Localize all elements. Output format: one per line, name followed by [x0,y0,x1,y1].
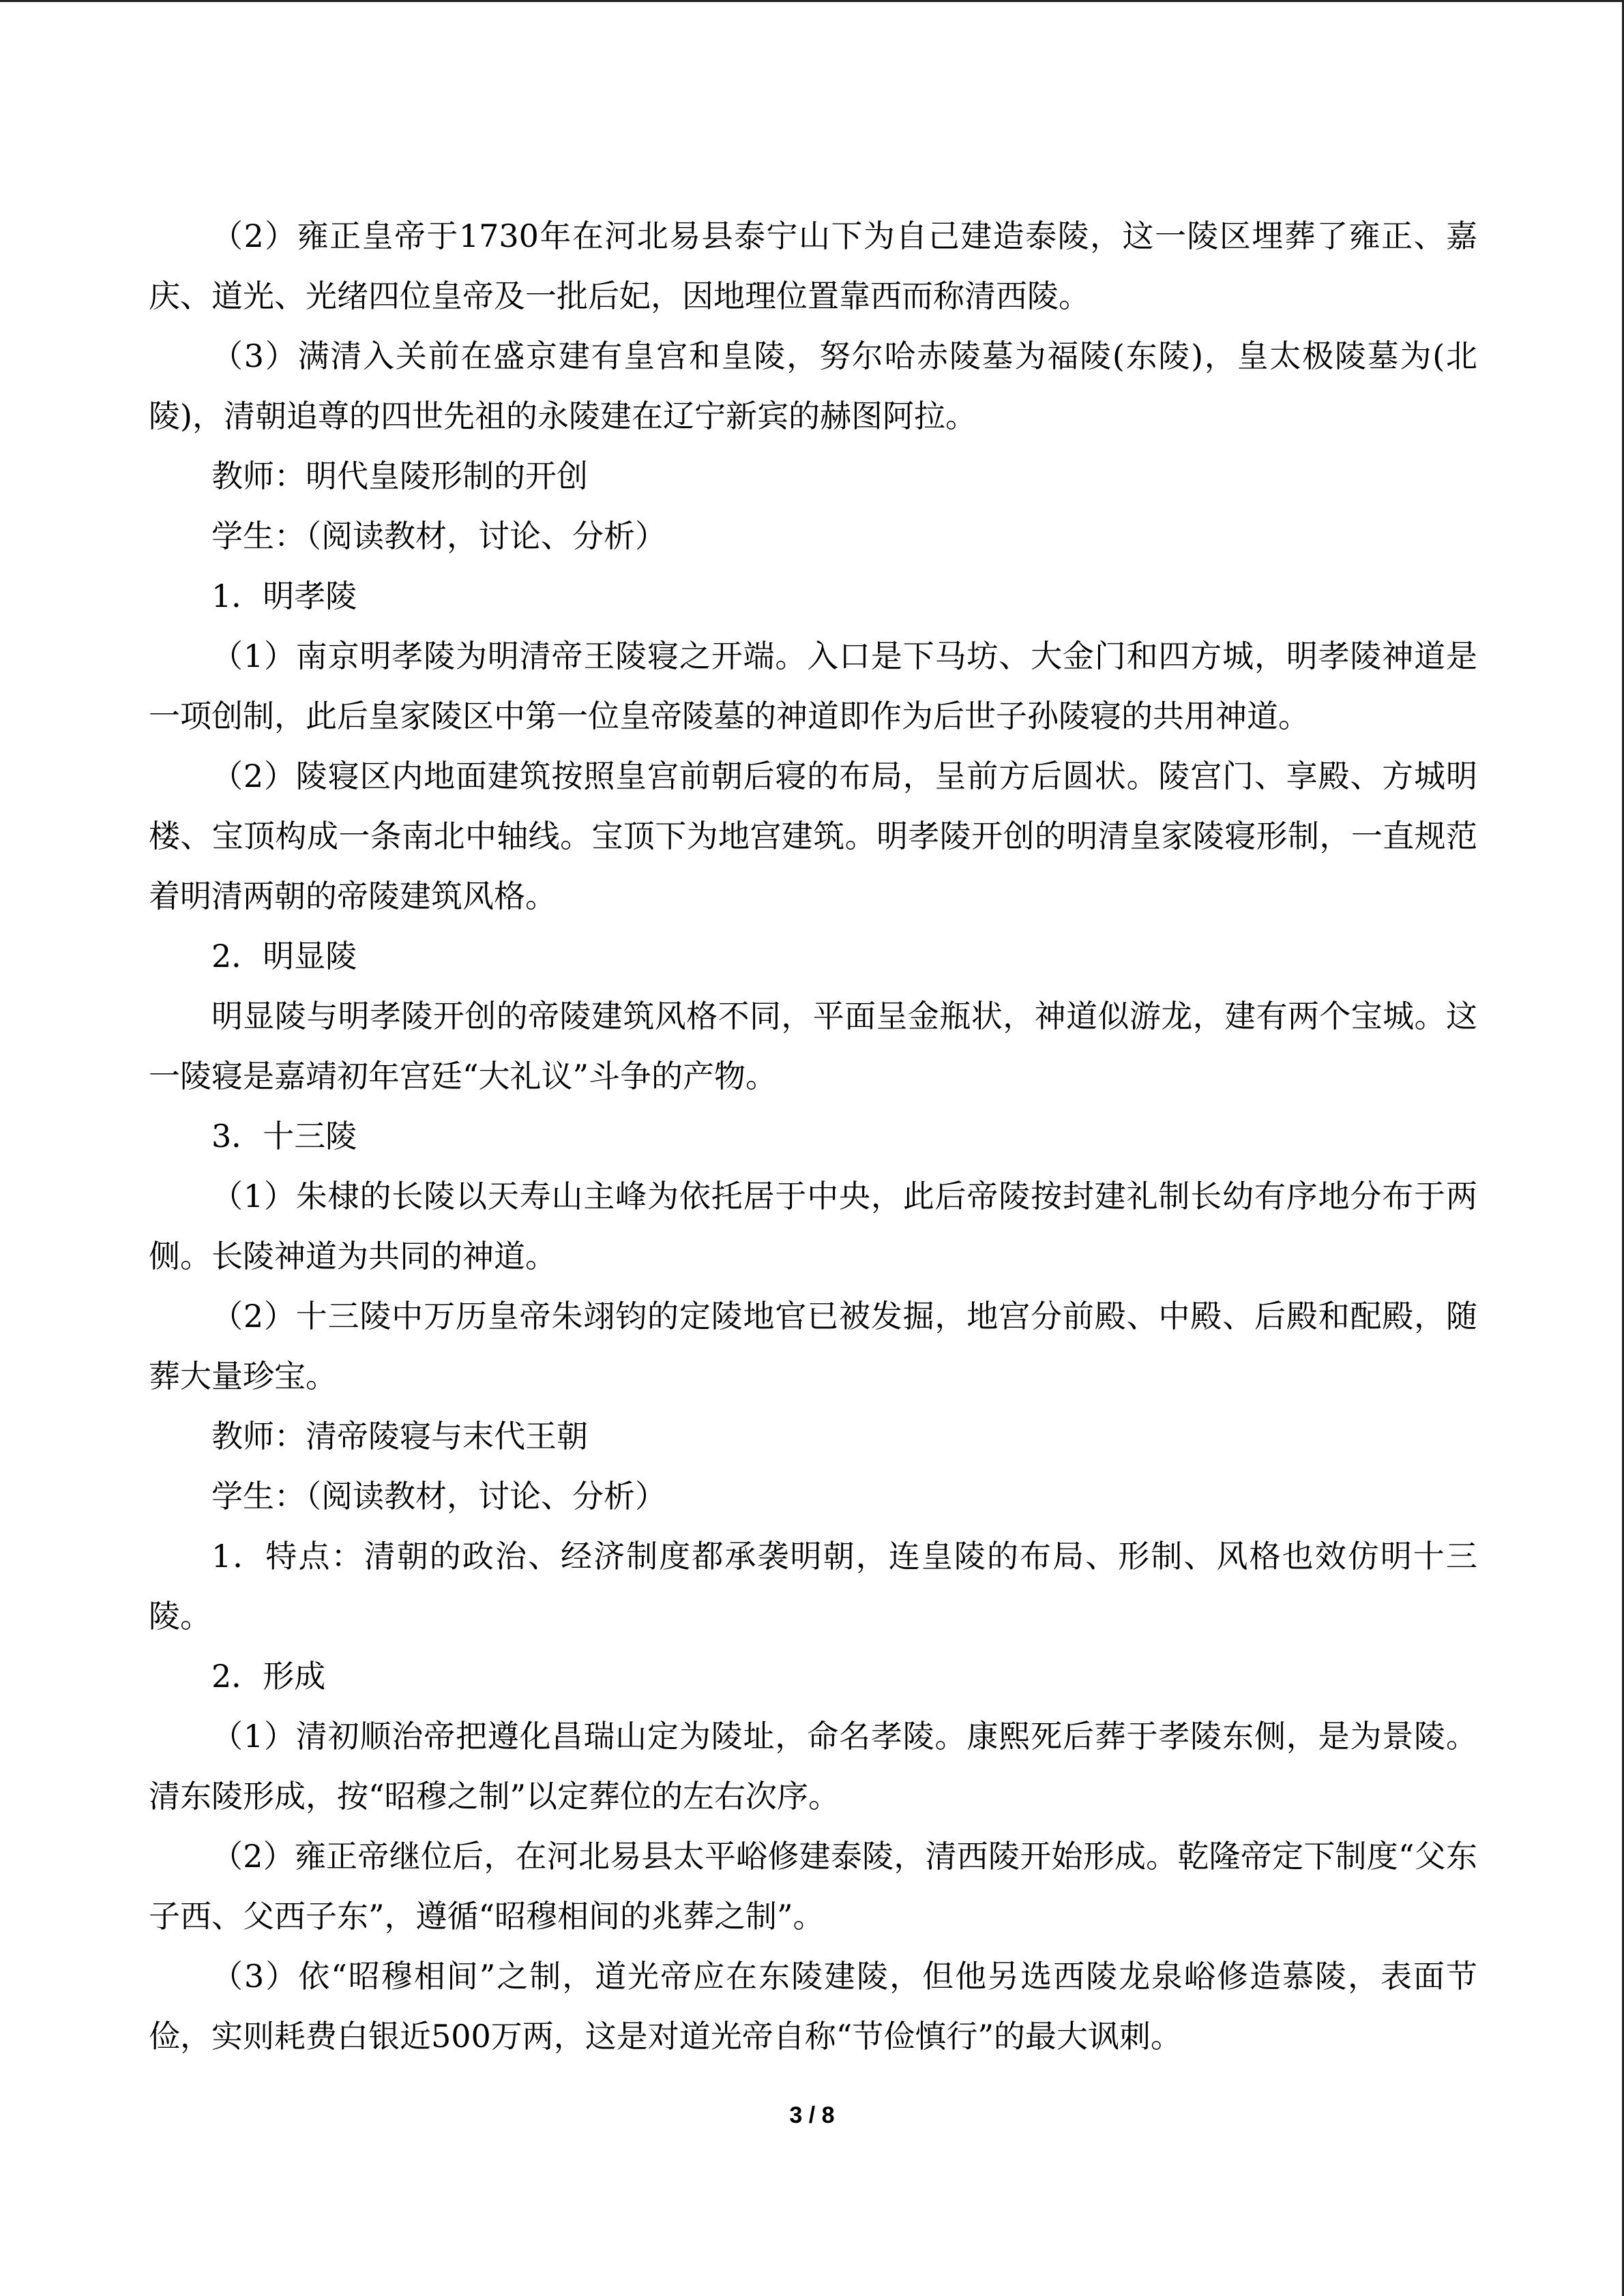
paragraph: （2）陵寝区内地面建筑按照皇宫前朝后寝的布局，呈前方后圆状。陵宫门、享殿、方城明楼、宝顶构成一条南北中轴线。宝顶下为地宫建筑。明孝陵开创的明清皇家陵寝形制，一直规范着明清两朝的帝陵建筑风格。 [149,758,1477,914]
document-body [149,206,1477,2066]
teacher-line: 教师：明代皇陵形制的开创 [211,458,588,494]
paragraph: （1）清初顺治帝把遵化昌瑞山定为陵址，命名孝陵。康熙死后葬于孝陵东侧，是为景陵。清东陵形成，按“昭穆之制”以定葬位的左右次序。 [149,1718,1477,1815]
paragraph: （1）朱棣的长陵以天寿山主峰为依托居于中央，此后帝陵按封建礼制长幼有序地分布于两侧。长陵神道为共同的神道。 [149,1178,1477,1274]
paragraph: 1．特点：清朝的政治、经济制度都承袭明朝，连皇陵的布局、形制、风格也效仿明十三陵。 [149,1538,1477,1635]
paragraph: （1）南京明孝陵为明清帝王陵寝之开端。入口是下马坊、大金门和四方城，明孝陵神道是一项创制，此后皇家陵区中第一位皇帝陵墓的神道即作为后世子孙陵寝的共用神道。 [149,638,1477,734]
section-heading: 3．十三陵 [211,1118,357,1154]
page-number: 3 / 8 [789,2102,835,2128]
section-heading: 1．明孝陵 [211,578,357,614]
student-line: 学生：（阅读教材，讨论、分析） [211,518,666,554]
paragraph: （2）十三陵中万历皇帝朱翊钧的定陵地官已被发掘，地宫分前殿、中殿、后殿和配殿，随葬大量珍宝。 [149,1298,1477,1395]
paragraph: （3）依“昭穆相间”之制，道光帝应在东陵建陵，但他另选西陵龙泉峪修造慕陵，表面节俭，实则耗费白银近500万两，这是对道光帝自称“节俭慎行”的最大讽刺。 [149,1958,1477,2055]
section-heading: 2．形成 [211,1658,326,1695]
paragraph: （2）雍正皇帝于1730年在河北易县泰宁山下为自己建造泰陵，这一陵区埋葬了雍正、嘉庆、道光、光绪四位皇帝及一批后妃，因地理位置靠西而称清西陵。 [149,218,1477,314]
paragraph: （3）满清入关前在盛京建有皇宫和皇陵，努尔哈赤陵墓为福陵(东陵)，皇太极陵墓为(北陵)，清朝追尊的四世先祖的永陵建在辽宁新宾的赫图阿拉。 [149,338,1477,434]
section-heading: 2．明显陵 [211,938,357,974]
paragraph: 明显陵与明孝陵开创的帝陵建筑风格不同，平面呈金瓶状，神道似游龙，建有两个宝城。这一陵寝是嘉靖初年宫廷“大礼议”斗争的产物。 [149,998,1477,1094]
paragraph: （2）雍正帝继位后，在河北易县太平峪修建泰陵，清西陵开始形成。乾隆帝定下制度“父东子西、父西子东”，遵循“昭穆相间的兆葬之制”。 [149,1838,1477,1935]
top-border-line [0,0,1624,2]
student-line: 学生：（阅读教材，讨论、分析） [211,1478,666,1515]
teacher-line: 教师：清帝陵寝与末代王朝 [211,1418,588,1455]
